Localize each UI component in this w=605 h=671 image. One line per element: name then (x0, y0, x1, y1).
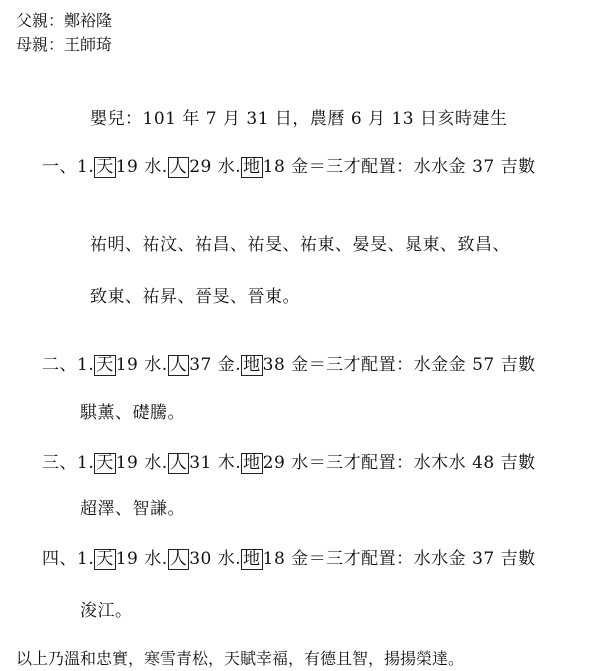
di-box: 地 (243, 453, 261, 473)
ren-number: 37 金. (189, 355, 242, 375)
di-box: 地 (243, 549, 261, 569)
section-1-names-line-1: 祐明、祐汶、祐昌、祐旻、祐東、晏旻、晁東、致昌、 (90, 235, 510, 255)
section-4-formula (42, 544, 536, 570)
sancai-summary: ＝三才配置：水水金 37 吉數 (308, 549, 536, 569)
ren-number: 29 水. (189, 157, 242, 177)
tian-number: 19 水. (115, 157, 168, 177)
tian-box: 天 (96, 453, 114, 473)
tian-number: 19 水. (115, 453, 168, 473)
section-prefix: 三、1. (42, 453, 95, 473)
birth-line: 嬰兒：101 年 7 月 31 日，農曆 6 月 13 日亥時建生 (90, 109, 508, 129)
sancai-summary: ＝三才配置：水水金 37 吉數 (308, 157, 536, 177)
section-prefix: 二、1. (42, 355, 95, 375)
sancai-summary: ＝三才配置：水木水 48 吉數 (308, 453, 536, 473)
di-number: 18 金 (262, 549, 309, 569)
ren-box: 人 (169, 355, 188, 375)
ren-box: 人 (169, 157, 188, 177)
tian-box: 天 (96, 157, 114, 177)
tian-number: 19 水. (115, 355, 168, 375)
closing-line: 以上乃溫和忠實，寒雪青松，天賦幸福，有德且智，揚揚榮達。 (16, 649, 465, 668)
mother-line: 母親：王師琦 (16, 35, 113, 54)
ren-box: 人 (169, 549, 188, 569)
di-number: 18 金 (262, 157, 309, 177)
tian-box: 天 (96, 355, 114, 375)
ren-number: 31 木. (189, 453, 242, 473)
di-box: 地 (243, 157, 261, 177)
section-prefix: 四、1. (42, 549, 95, 569)
di-number: 29 水 (262, 453, 309, 473)
di-box: 地 (243, 355, 261, 375)
section-2-names: 騏薰、礎騰。 (80, 403, 185, 423)
section-4-names: 浚江。 (80, 601, 133, 621)
sancai-summary: ＝三才配置：水金金 57 吉數 (308, 355, 536, 375)
di-number: 38 金 (262, 355, 309, 375)
section-3-names: 超澤、智謙。 (80, 499, 185, 519)
section-prefix: 一、1. (42, 157, 95, 177)
ren-number: 30 水. (189, 549, 242, 569)
tian-number: 19 水. (115, 549, 168, 569)
ren-box: 人 (169, 453, 188, 473)
section-2-formula (42, 350, 536, 376)
section-1-formula (42, 152, 536, 178)
section-1-names-line-2: 致東、祐昇、晉旻、晉東。 (90, 287, 300, 307)
father-line: 父親：鄭裕隆 (16, 11, 113, 30)
section-3-formula (42, 448, 536, 474)
tian-box: 天 (96, 549, 114, 569)
